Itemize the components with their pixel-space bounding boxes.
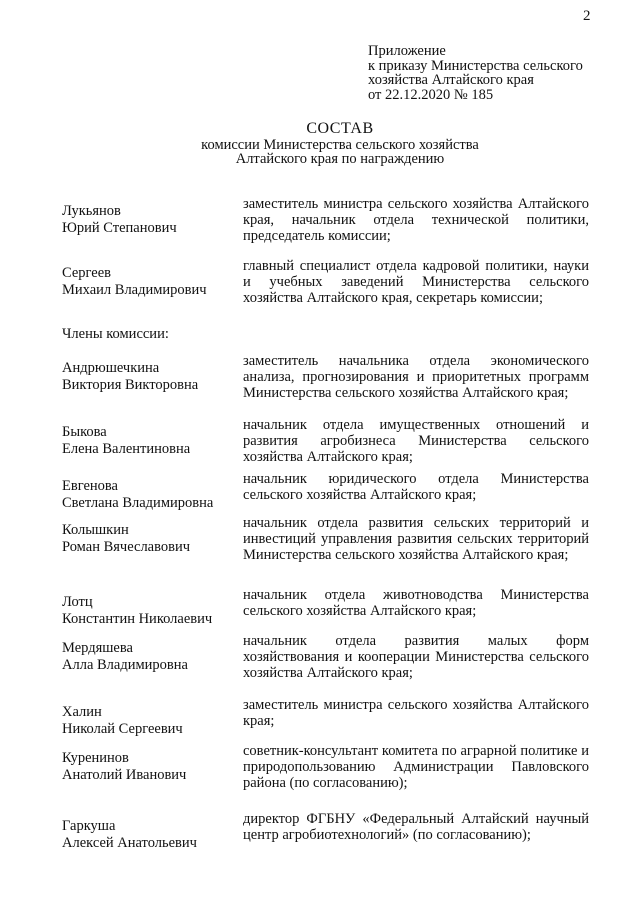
member-role: заместитель министра сельского хозяйства Алтайского края; xyxy=(243,697,589,729)
member-name: Евгенова Светлана Владимировна xyxy=(62,478,214,511)
member-name: Быкова Елена Валентиновна xyxy=(62,424,191,457)
title-block xyxy=(0,122,640,167)
member-name: Лукьянов Юрий Степанович xyxy=(62,203,177,236)
member-role: директор ФГБНУ «Федеральный Алтайский научный центр агробиотехнологий» (по согласованию); xyxy=(243,811,589,843)
document-title: СОСТАВ xyxy=(306,120,374,137)
member-role: начальник отдела развития малых форм хозяйствования и кооперации Министерства сельского хозяйства Алтайского края; xyxy=(243,633,589,681)
document-subtitle-line: комиссии Министерства сельского хозяйства xyxy=(201,136,479,153)
member-name: Андрюшечкина Виктория Викторовна xyxy=(62,360,199,393)
member-name: Сергеев Михаил Владимирович xyxy=(62,265,207,298)
member-role: заместитель министра сельского хозяйства Алтайского края, начальник отдела технической политики, председатель комиссии; xyxy=(243,196,589,244)
appendix-line: к приказу Министерства сельского xyxy=(368,57,583,74)
member-role: главный специалист отдела кадровой политики, науки и учебных заведений Министерства сельского хозяйства Алтайского края, секретарь комиссии; xyxy=(243,258,589,306)
member-role: советник-консультант комитета по аграрной политике и природопользованию Администрации Павловского района (по согласованию); xyxy=(243,743,589,791)
document-subtitle-line: Алтайского края по награждению xyxy=(235,151,445,167)
member-role: начальник отдела имущественных отношений и развития агробизнеса Министерства сельского хозяйства Алтайского края; xyxy=(243,417,589,465)
member-name: Колышкин Роман Вячеславович xyxy=(62,522,191,555)
member-role: начальник отдела развития сельских территорий и инвестиций управления развития сельских территорий Министерства сельского хозяйства Алтайского края; xyxy=(243,515,589,563)
appendix-line: хозяйства Алтайского края xyxy=(368,72,534,88)
appendix-line: от 22.12.2020 № 185 xyxy=(368,86,494,103)
page-number: 2 xyxy=(583,8,591,24)
member-role: заместитель начальника отдела экономического анализа, прогнозирования и приоритетных программ Министерства сельского хозяйства Алтайского края; xyxy=(243,353,589,401)
appendix-line: Приложение xyxy=(368,43,446,59)
member-name: Лотц Константин Николаевич xyxy=(62,594,213,627)
member-name: Гаркуша Алексей Анатольевич xyxy=(62,818,197,851)
member-name: Халин Николай Сергеевич xyxy=(62,704,183,737)
member-name: Куренинов Анатолий Иванович xyxy=(62,750,187,783)
member-name: Мердяшева Алла Владимировна xyxy=(62,640,188,673)
appendix-header xyxy=(368,44,583,102)
member-role: начальник юридического отдела Министерства сельского хозяйства Алтайского края; xyxy=(243,471,589,503)
members-heading: Члены комиссии: xyxy=(62,326,169,342)
member-role: начальник отдела животноводства Министерства сельского хозяйства Алтайского края; xyxy=(243,587,589,619)
